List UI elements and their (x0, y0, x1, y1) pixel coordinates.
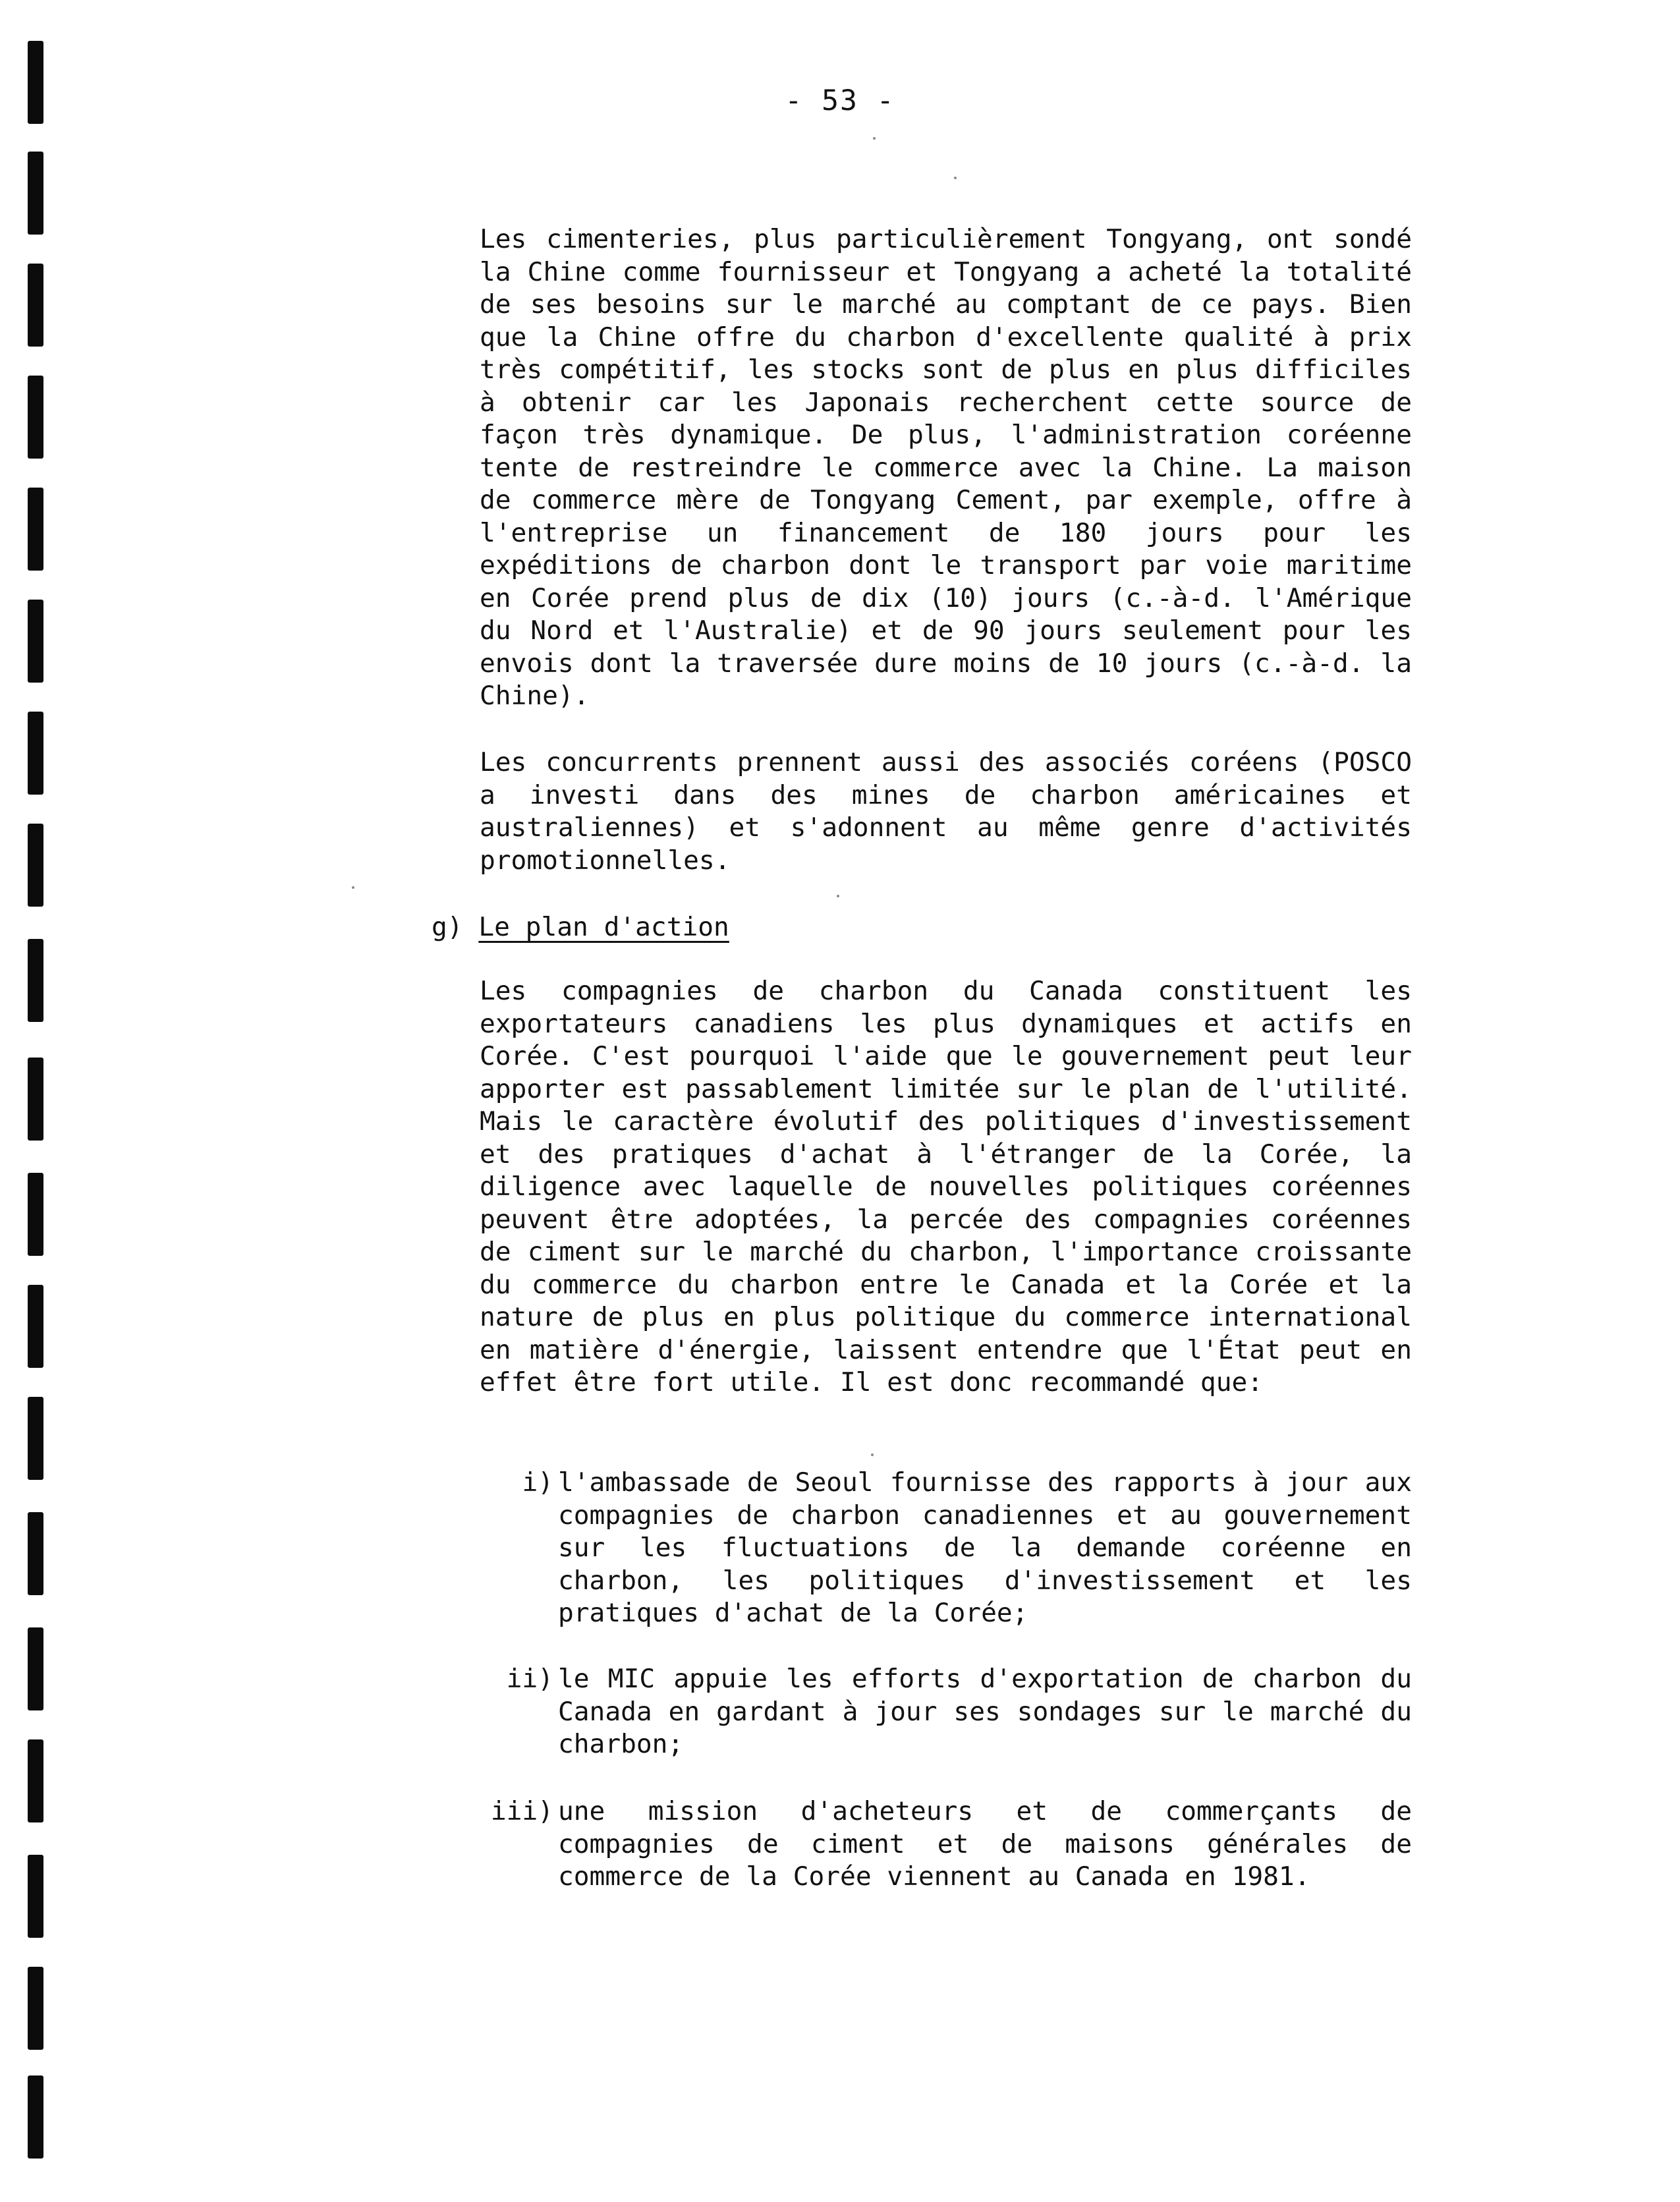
binding-marks (24, 0, 50, 2202)
scan-speck (837, 895, 839, 897)
page-number: - 53 - (785, 84, 895, 117)
paragraph-action-plan: Les compagnies de charbon du Canada constituent les exportateurs canadiens les plus dynamiques et actifs en Corée. C'est pourquoi l'aide que le gouvernement peut leur apporter est passablement limitée sur le plan de l'utilité. Mais le caractère évolutif des politiques d'investissement et des pratiques d'achat à l'étranger de la Corée, la diligence avec laquelle de nouvelles politiques coréennes peuvent être adoptées, la percée des compagnies coréennes de ciment sur le marché du charbon, l'importance croissante du commerce du charbon entre le Canada et la Corée et la nature de plus en plus politique du commerce international en matière d'énergie, laissent entendre que l'État peut en effet être fort utile. Il est donc recommandé que: (480, 976, 1412, 1397)
binding-mark (28, 824, 43, 907)
item-text: le MIC appuie les efforts d'exportation de charbon du Canada en gardant à jour ses sondages sur le marché du charbon; (558, 1664, 1412, 1759)
binding-mark (28, 264, 43, 347)
binding-mark (28, 1058, 43, 1141)
item-text: l'ambassade de Seoul fournisse des rapports à jour aux compagnies de charbon canadiennes et au gouvernement sur les fluctuations de la demande coréenne en charbon, les politiques d'investissement et les pratiques d'achat de la Corée; (558, 1467, 1412, 1628)
section-title: Le plan d'action (478, 912, 729, 942)
scan-speck (871, 1454, 874, 1456)
binding-mark (28, 376, 43, 459)
section-label: g) (432, 912, 463, 942)
section-heading (432, 911, 729, 944)
binding-mark (28, 1397, 43, 1480)
paragraph-competitors: Les concurrents prennent aussi des associés coréens (POSCO a investi dans des mines de charbon américaines et australiennes) et s'adonnent au même genre d'activités promotionnelles. (480, 747, 1412, 876)
item-number: i) (522, 1467, 553, 1498)
binding-mark (28, 1739, 43, 1822)
binding-mark (28, 152, 43, 235)
binding-mark (28, 712, 43, 795)
item-number: ii) (506, 1664, 553, 1694)
scan-speck (352, 886, 354, 889)
scan-speck (873, 137, 876, 140)
binding-mark (28, 2075, 43, 2159)
binding-mark (28, 488, 43, 571)
binding-mark (28, 1285, 43, 1368)
binding-mark (28, 939, 43, 1022)
binding-mark (28, 1967, 43, 2050)
binding-mark (28, 1512, 43, 1595)
binding-mark (28, 600, 43, 683)
item-text: une mission d'acheteurs et de commerçants de compagnies de ciment et de maisons générales de commerce de la Corée viennent au Canada en 1981. (558, 1796, 1412, 1892)
binding-mark (28, 1627, 43, 1710)
scan-speck (954, 177, 957, 179)
item-number: iii) (490, 1796, 553, 1826)
binding-mark (28, 1173, 43, 1256)
paragraph-cement-china: Les cimenteries, plus particulièrement Tongyang, ont sondé la Chine comme fournisseur et Tongyang a acheté la totalité de ses besoins sur le marché au comptant de ce pays. Bien que la Chine offre du charbon d'excellente qualité à prix très compétitif, les stocks sont de plus en plus difficiles à obtenir car les Japonais recherchent cette source de façon très dynamique. De plus, l'administration coréenne tente de restreindre le commerce avec la Chine. La maison de commerce mère de Tongyang Cement, par exemple, offre à l'entreprise un financement de 180 jours pour les expéditions de charbon dont le transport par voie maritime en Corée prend plus de dix (10) jours (c.-à-d. l'Amérique du Nord et l'Australie) et de 90 jours seulement pour les envois dont la traversée dure moins de 10 jours (c.-à-d. la Chine). (480, 224, 1412, 711)
binding-mark (28, 1855, 43, 1938)
